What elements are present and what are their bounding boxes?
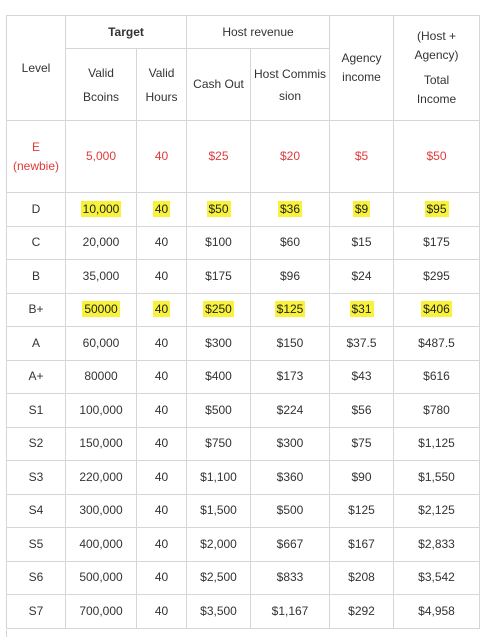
cell-agency-income	[330, 360, 394, 394]
cell-cash-out	[187, 561, 251, 595]
cell-value: $780	[423, 402, 450, 417]
cell-value: 40	[154, 402, 169, 417]
cell-value: 40	[154, 201, 169, 216]
cell-value: $300	[205, 335, 232, 350]
cell-level	[7, 595, 66, 629]
cell-host-commission	[251, 494, 330, 528]
cell-cash-out	[187, 494, 251, 528]
cell-hours	[137, 394, 187, 428]
cell-value: 40	[154, 469, 169, 484]
cell-host-commission	[251, 561, 330, 595]
cell-value: 5,000	[86, 149, 117, 163]
cell-value: 220,000	[79, 469, 123, 484]
cell-value: $43	[351, 369, 372, 384]
cell-value: B+	[28, 302, 44, 317]
table-row	[7, 461, 480, 495]
table-row	[7, 121, 480, 193]
cell-value: $2,125	[418, 503, 455, 518]
table-row	[7, 494, 480, 528]
cell-value: $750	[205, 436, 232, 451]
cell-agency-income	[330, 528, 394, 562]
cell-value: $500	[276, 503, 304, 518]
cell-hours	[137, 226, 187, 260]
cell-value: $295	[423, 268, 450, 283]
cell-value: 500,000	[79, 570, 123, 585]
cell-value: 20,000	[82, 235, 120, 250]
cell-value: D	[31, 201, 41, 216]
cell-host-commission	[251, 121, 330, 193]
cell-value: $2,833	[418, 536, 455, 551]
cell-value: 40	[154, 235, 169, 250]
cell-level	[7, 528, 66, 562]
cell-value: $125	[276, 302, 304, 317]
cell-value: $167	[348, 536, 375, 551]
cell-level	[7, 394, 66, 428]
cell-host-commission	[251, 427, 330, 461]
cell-hours	[137, 427, 187, 461]
cell-cash-out	[187, 461, 251, 495]
cell-value: $224	[276, 402, 304, 417]
cell-total-income	[394, 461, 480, 495]
cell-value: $60	[280, 235, 301, 250]
cell-value: $500	[205, 402, 232, 417]
header-target-group: Target	[66, 16, 187, 49]
cell-total-income	[394, 121, 480, 193]
cell-host-commission	[251, 595, 330, 629]
cell-value: $208	[348, 570, 375, 585]
cell-hours	[137, 360, 187, 394]
cell-value: 40	[154, 268, 169, 283]
cell-value: $150	[276, 335, 304, 350]
cell-value: $50	[426, 149, 447, 163]
cell-bcoins	[66, 193, 137, 227]
cell-level	[7, 427, 66, 461]
header-agency-income	[330, 16, 394, 121]
cell-hours	[137, 121, 187, 193]
cell-value: $2,000	[200, 536, 237, 551]
cell-level	[7, 327, 66, 361]
cell-total-income	[394, 193, 480, 227]
cell-cash-out	[187, 595, 251, 629]
cell-bcoins	[66, 394, 137, 428]
cell-value: E (newbie)	[13, 139, 60, 173]
cell-host-commission	[251, 260, 330, 294]
cell-cash-out	[187, 528, 251, 562]
cell-value: 40	[154, 570, 169, 585]
header-host-commission: Host Commission	[251, 49, 330, 121]
cell-agency-income	[330, 260, 394, 294]
cell-value: 400,000	[79, 536, 123, 551]
cell-level	[7, 461, 66, 495]
cell-value: $90	[351, 469, 372, 484]
cell-agency-income	[330, 561, 394, 595]
cell-level	[7, 494, 66, 528]
cell-value: $96	[280, 268, 301, 283]
cell-value: $15	[351, 235, 372, 250]
table-row	[7, 293, 480, 327]
cell-bcoins	[66, 121, 137, 193]
cell-hours	[137, 561, 187, 595]
cell-value: A	[32, 335, 41, 350]
cell-agency-income	[330, 327, 394, 361]
cell-value: $175	[423, 235, 450, 250]
cell-total-income	[394, 293, 480, 327]
cell-agency-income	[330, 293, 394, 327]
cell-value: $9	[354, 201, 369, 216]
cell-value: $95	[426, 201, 447, 216]
cell-value: $25	[208, 149, 229, 163]
cell-value: $400	[205, 369, 232, 384]
cell-agency-income	[330, 427, 394, 461]
cell-value: $300	[276, 436, 304, 451]
table-row	[7, 528, 480, 562]
cell-value: $1,125	[418, 436, 455, 451]
cell-total-income	[394, 327, 480, 361]
cell-host-commission	[251, 360, 330, 394]
header-level: Level	[7, 16, 66, 121]
cell-cash-out	[187, 226, 251, 260]
cell-hours	[137, 595, 187, 629]
cell-bcoins	[66, 360, 137, 394]
cell-value: S1	[28, 402, 44, 417]
cell-value: 40	[154, 436, 169, 451]
cell-value: B	[32, 268, 41, 283]
cell-value: 150,000	[79, 436, 123, 451]
cell-level	[7, 121, 66, 193]
cell-agency-income	[330, 494, 394, 528]
table-row	[7, 394, 480, 428]
cell-cash-out	[187, 260, 251, 294]
cell-value: $487.5	[418, 335, 455, 350]
cell-host-commission	[251, 394, 330, 428]
cell-value: $292	[348, 603, 375, 618]
cell-host-commission	[251, 528, 330, 562]
cell-value: S5	[28, 536, 44, 551]
cell-value: $833	[276, 570, 304, 585]
header-agency-income-label: Agency income	[341, 51, 382, 84]
cell-hours	[137, 293, 187, 327]
cell-value: S6	[28, 570, 44, 585]
header-total-income-bottom: Total Income	[416, 73, 457, 106]
cell-total-income	[394, 427, 480, 461]
cell-hours	[137, 260, 187, 294]
cell-value: $75	[351, 436, 372, 451]
cell-value: C	[31, 235, 41, 250]
cell-value: 40	[154, 603, 169, 618]
cell-agency-income	[330, 226, 394, 260]
cell-value: $250	[205, 302, 232, 317]
cell-bcoins	[66, 561, 137, 595]
cell-agency-income	[330, 193, 394, 227]
table-row	[7, 226, 480, 260]
header-valid-hours: Valid Hours	[137, 49, 187, 121]
cell-value: 40	[154, 536, 169, 551]
table-row	[7, 561, 480, 595]
cell-cash-out	[187, 360, 251, 394]
cell-value: $50	[208, 201, 229, 216]
cell-value: $667	[276, 536, 304, 551]
cell-value: $1,167	[271, 603, 309, 618]
cell-value: $36	[280, 201, 301, 216]
cell-level	[7, 193, 66, 227]
cell-value: 40	[154, 302, 169, 317]
table-row	[7, 595, 480, 629]
table-row	[7, 193, 480, 227]
cell-level	[7, 561, 66, 595]
cell-hours	[137, 461, 187, 495]
cell-value: $24	[351, 268, 372, 283]
cell-level	[7, 226, 66, 260]
cell-cash-out	[187, 293, 251, 327]
cell-total-income	[394, 528, 480, 562]
cell-value: 300,000	[79, 503, 123, 518]
cell-total-income	[394, 226, 480, 260]
cell-value: $616	[423, 369, 450, 384]
cell-value: $100	[205, 235, 232, 250]
cell-value: 40	[154, 369, 169, 384]
cell-hours	[137, 528, 187, 562]
cell-value: $4,958	[418, 603, 455, 618]
cell-host-commission	[251, 461, 330, 495]
cell-value: 100,000	[79, 402, 123, 417]
cell-value: $56	[351, 402, 372, 417]
cell-cash-out	[187, 394, 251, 428]
cell-hours	[137, 327, 187, 361]
cell-agency-income	[330, 394, 394, 428]
cell-value: $3,542	[418, 570, 455, 585]
cell-value: 40	[154, 335, 169, 350]
cell-value: 80000	[84, 369, 118, 384]
table-row	[7, 327, 480, 361]
cell-value: $31	[351, 302, 372, 317]
cell-bcoins	[66, 595, 137, 629]
header-cash-out: Cash Out	[187, 49, 251, 121]
cell-value: 40	[154, 149, 169, 163]
cell-value: $2,500	[200, 570, 237, 585]
cell-cash-out	[187, 193, 251, 227]
cell-value: S2	[28, 436, 44, 451]
table-body	[7, 121, 480, 629]
cell-value: 60,000	[82, 335, 120, 350]
cell-host-commission	[251, 226, 330, 260]
cell-hours	[137, 193, 187, 227]
cell-value: 50000	[84, 302, 118, 317]
cell-value: $175	[205, 268, 232, 283]
table-row	[7, 360, 480, 394]
cell-value: 10,000	[82, 201, 120, 216]
cell-value: S7	[28, 603, 44, 618]
cell-value: $5	[354, 149, 369, 163]
cell-value: $360	[276, 469, 304, 484]
cell-total-income	[394, 595, 480, 629]
cell-value: $1,550	[418, 469, 455, 484]
header-host-revenue-group: Host revenue	[187, 16, 330, 49]
cell-cash-out	[187, 427, 251, 461]
header-valid-bcoins: Valid Bcoins	[66, 49, 137, 121]
cell-value: $173	[276, 369, 304, 384]
header-total-income	[394, 16, 480, 121]
cell-agency-income	[330, 461, 394, 495]
cell-value: $1,500	[200, 503, 237, 518]
cell-bcoins	[66, 327, 137, 361]
cell-bcoins	[66, 494, 137, 528]
cell-cash-out	[187, 121, 251, 193]
cell-cash-out	[187, 327, 251, 361]
cell-value: 700,000	[79, 603, 123, 618]
cell-bcoins	[66, 461, 137, 495]
cell-bcoins	[66, 226, 137, 260]
cell-value: $125	[348, 503, 375, 518]
cell-level	[7, 293, 66, 327]
cell-value: 40	[154, 503, 169, 518]
cell-agency-income	[330, 595, 394, 629]
cell-value: $3,500	[200, 603, 237, 618]
cell-total-income	[394, 394, 480, 428]
cell-value: S4	[28, 503, 44, 518]
cell-value: $20	[280, 149, 301, 163]
cell-level	[7, 360, 66, 394]
cell-value: $37.5	[346, 335, 377, 350]
cell-value: S3	[28, 469, 44, 484]
table-continuation	[6, 630, 479, 637]
cell-bcoins	[66, 293, 137, 327]
cell-value: $1,100	[200, 469, 237, 484]
cell-bcoins	[66, 427, 137, 461]
cell-level	[7, 260, 66, 294]
cell-total-income	[394, 260, 480, 294]
cell-bcoins	[66, 528, 137, 562]
cell-agency-income	[330, 121, 394, 193]
cell-total-income	[394, 360, 480, 394]
cell-total-income	[394, 494, 480, 528]
header-total-income-top: (Host + Agency)	[414, 29, 459, 62]
cell-host-commission	[251, 293, 330, 327]
cell-host-commission	[251, 193, 330, 227]
table-row	[7, 260, 480, 294]
cell-hours	[137, 494, 187, 528]
cell-value: $406	[423, 302, 450, 317]
table-row	[7, 427, 480, 461]
cell-host-commission	[251, 327, 330, 361]
level-income-table	[6, 15, 480, 629]
cell-total-income	[394, 561, 480, 595]
cell-value: A+	[28, 369, 44, 384]
cell-bcoins	[66, 260, 137, 294]
cell-value: 35,000	[82, 268, 120, 283]
